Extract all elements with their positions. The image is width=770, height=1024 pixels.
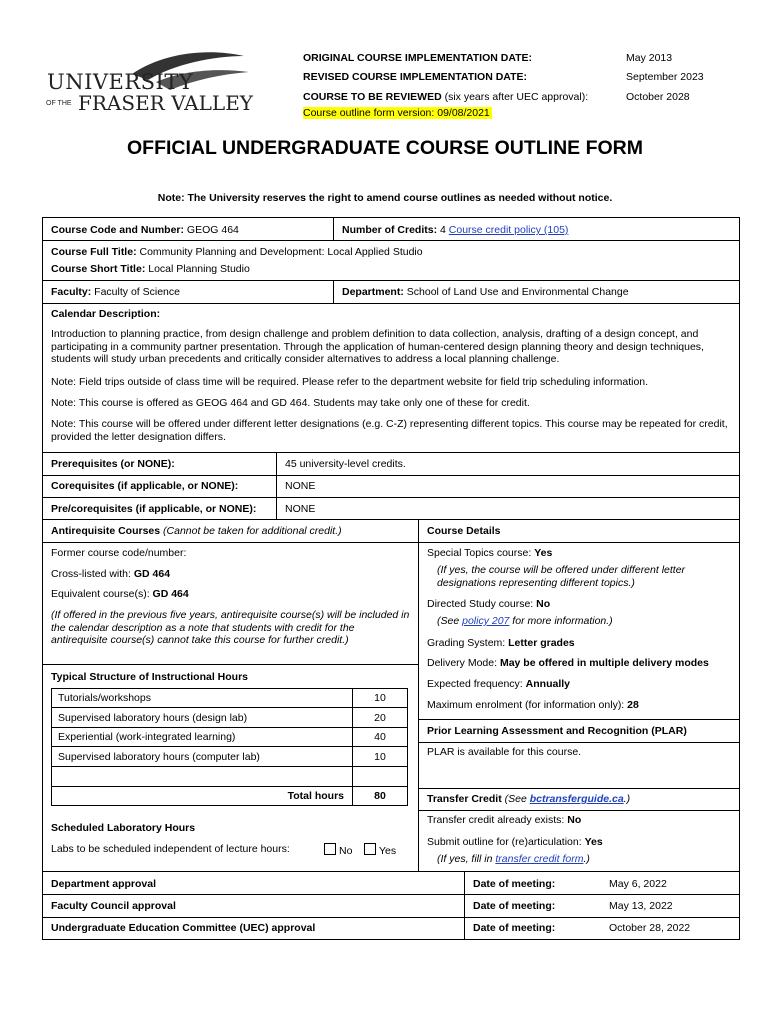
hours-row-value: 20: [374, 712, 386, 724]
calendar-note-field-trips: Note: Field trips outside of class time will be required. Please refer to the department website for field trip scheduling information.: [51, 376, 649, 388]
date-of-meeting-label: Date of meeting:: [473, 900, 556, 912]
scheduled-lab-heading: Scheduled Laboratory Hours: [51, 822, 196, 834]
hours-row-value: 10: [374, 692, 386, 704]
transfer-form-link[interactable]: transfer credit form: [495, 853, 584, 865]
hours-row-label: Supervised laboratory hours (computer lab): [58, 751, 260, 763]
bctransferguide-link[interactable]: bctransferguide.ca: [529, 793, 624, 805]
course-details-heading: Course Details: [427, 525, 501, 537]
hours-row-label: Experiential (work-integrated learning): [58, 731, 236, 743]
transfer-submit-note: (If yes, fill in transfer credit form.): [437, 853, 590, 865]
department: Department: School of Land Use and Environmental Change: [342, 286, 629, 298]
corequisites-value: NONE: [285, 480, 316, 492]
hours-row-value: 10: [374, 751, 386, 763]
no-checkbox[interactable]: [324, 843, 336, 855]
faculty-council-approval-label: Faculty Council approval: [51, 900, 176, 912]
logo-line1: UNIVERSITY: [47, 70, 194, 94]
university-logo: [44, 48, 254, 120]
review-date-value: October 2028: [626, 91, 690, 103]
disclaimer-note: Note: The University reserves the right to amend course outlines as needed without notice.: [157, 192, 613, 204]
scheduled-lab-question: Labs to be scheduled independent of lecture hours:: [51, 843, 290, 855]
calendar-note-crosslist: Note: This course is offered as GEOG 464 and GD 464. Students may take only one of these for credit.: [51, 397, 530, 409]
lab-no-option[interactable]: No: [324, 843, 352, 858]
plar-text: PLAR is available for this course.: [427, 746, 582, 758]
original-date-value: May 2013: [626, 52, 673, 64]
precorequisites-value: NONE: [285, 503, 316, 515]
grading-system: Grading System: Letter grades: [427, 637, 575, 649]
page-title: OFFICIAL UNDERGRADUATE COURSE OUTLINE FORM: [126, 137, 644, 159]
department-approval-date: May 6, 2022: [609, 878, 667, 890]
corequisites-label: Corequisites (if applicable, or NONE):: [51, 480, 239, 492]
transfer-exists: Transfer credit already exists: No: [427, 814, 582, 826]
delivery-mode: Delivery Mode: May be offered in multiple delivery modes: [427, 657, 709, 669]
special-topics: Special Topics course: Yes: [427, 547, 553, 559]
hours-row-label: Tutorials/workshops: [58, 692, 151, 704]
date-of-meeting-label: Date of meeting:: [473, 922, 556, 934]
prerequisites-value: 45 university-level credits.: [285, 458, 406, 470]
calendar-description: Introduction to planning practice, from design challenge and problem definition to data collection, analysis, drafting of a design concept, and participating in a community partner presentation. Through the application of human-centered design planning theory and design techniques, students will study urban precedents and critically consider alternatives to address a local planning challenge.: [51, 328, 704, 365]
hours-row-label: Supervised laboratory hours (design lab): [58, 712, 248, 724]
total-hours-label: Total hours: [287, 790, 344, 802]
equivalent-courses: Equivalent course(s): GD 464: [51, 588, 189, 600]
total-hours-value: 80: [374, 790, 386, 802]
calendar-heading: Calendar Description:: [51, 308, 161, 320]
course-code: Course Code and Number: GEOG 464: [51, 224, 239, 236]
course-credits: Number of Credits: 4 Course credit policy (105): [342, 224, 569, 236]
crosslisted: Cross-listed with: GD 464: [51, 568, 171, 580]
former-course-label: Former course code/number:: [51, 547, 187, 559]
policy-207-link[interactable]: policy 207: [462, 615, 510, 627]
yes-checkbox[interactable]: [364, 843, 376, 855]
lab-yes-option[interactable]: Yes: [364, 843, 396, 858]
department-approval-label: Department approval: [51, 878, 157, 890]
hours-table: [51, 688, 408, 806]
hours-row-value: 40: [374, 731, 386, 743]
date-of-meeting-label: Date of meeting:: [473, 878, 556, 890]
revised-date-value: September 2023: [626, 71, 704, 83]
revised-date-label: REVISED COURSE IMPLEMENTATION DATE:: [303, 71, 528, 83]
special-topics-note: (If yes, the course will be offered under different letter designations representing different topics.): [437, 564, 686, 589]
antireq-heading: Antirequisite Courses (Cannot be taken for additional credit.): [51, 525, 342, 537]
logo-of-the: OF THE: [46, 100, 72, 107]
plar-heading: Prior Learning Assessment and Recognition (PLAR): [427, 725, 687, 737]
directed-study: Directed Study course: No: [427, 598, 551, 610]
precorequisites-label: Pre/corequisites (if applicable, or NONE):: [51, 503, 257, 515]
expected-frequency: Expected frequency: Annually: [427, 678, 570, 690]
transfer-heading: Transfer Credit (See bctransferguide.ca.): [427, 793, 631, 805]
faculty: Faculty: Faculty of Science: [51, 286, 180, 298]
form-version: Course outline form version: 09/08/2021: [303, 107, 490, 119]
original-date-label: ORIGINAL COURSE IMPLEMENTATION DATE:: [303, 52, 533, 64]
maximum-enrolment: Maximum enrolment (for information only): 28: [427, 699, 639, 711]
credit-policy-link[interactable]: Course credit policy (105): [448, 224, 569, 236]
prerequisites-label: Prerequisites (or NONE):: [51, 458, 175, 470]
directed-study-note: (See policy 207 for more information.): [437, 615, 613, 627]
uec-approval-date: October 28, 2022: [609, 922, 691, 934]
antireq-note: (If offered in the previous five years, antirequisite course(s) will be included in the calendar description as a note that students with credit for the antirequisite course(s) cannot take this course for further credit.): [51, 609, 410, 646]
transfer-submit: Submit outline for (re)articulation: Yes: [427, 836, 603, 848]
course-short-title: Course Short Title: Local Planning Studio: [51, 263, 250, 275]
hours-heading: Typical Structure of Instructional Hours: [51, 671, 248, 683]
review-date-label: COURSE TO BE REVIEWED (six years after UEC approval):: [303, 91, 589, 103]
uec-approval-label: Undergraduate Education Committee (UEC) approval: [51, 922, 316, 934]
logo-line2: FRASER VALLEY: [78, 91, 253, 115]
faculty-council-approval-date: May 13, 2022: [609, 900, 673, 912]
course-full-title: Course Full Title: Community Planning and Development: Local Applied Studio: [51, 246, 423, 258]
calendar-note-letters: Note: This course will be offered under different letter designations (e.g. C-Z) representing different topics. This course may be repeated for credit, provided the letter designation differs.: [51, 418, 728, 443]
